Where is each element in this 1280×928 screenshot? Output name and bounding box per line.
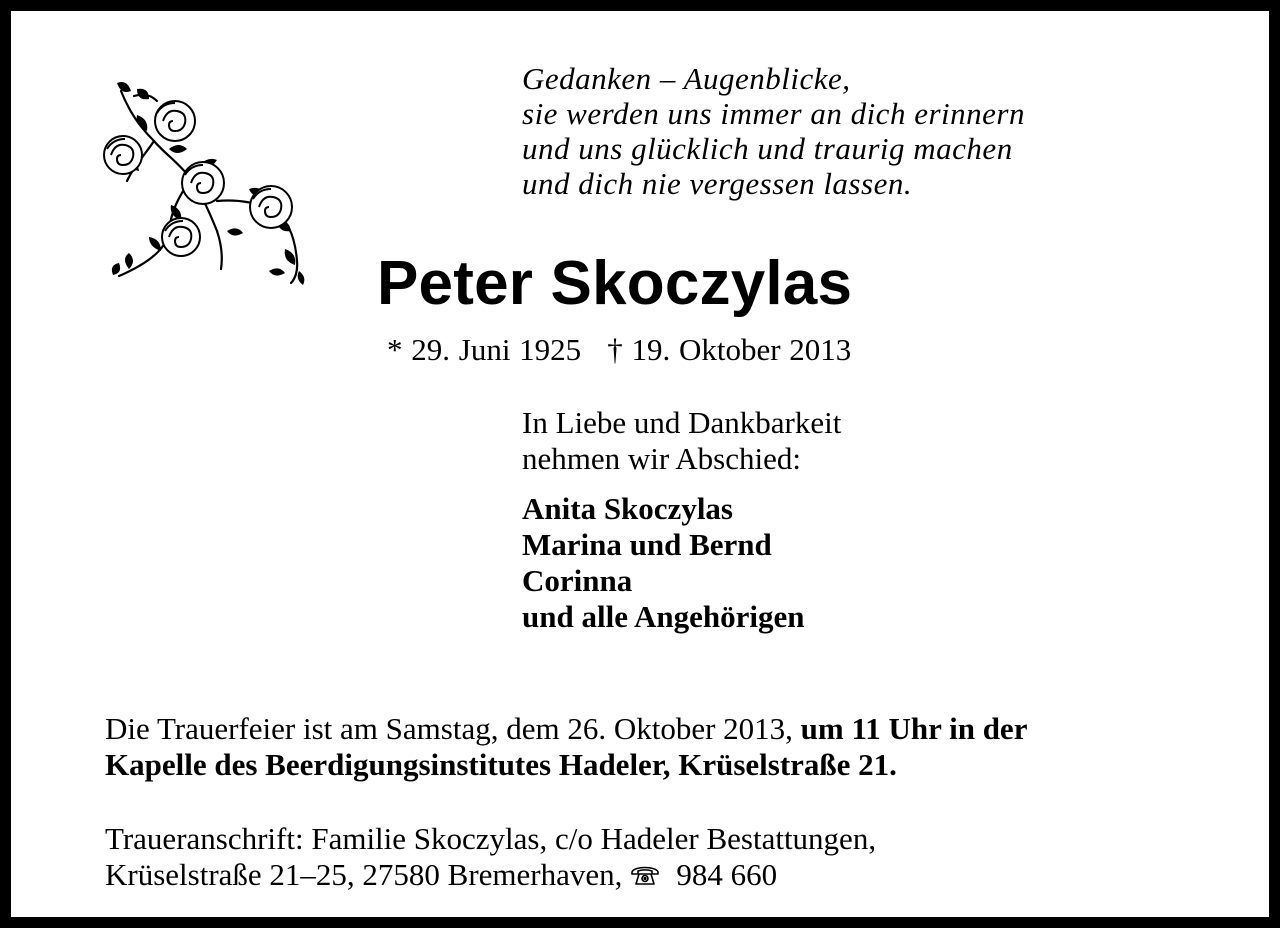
poem-line: Gedanken – Augenblicke, (522, 61, 851, 96)
death-date: † 19. Oktober 2013 (607, 332, 852, 367)
ceremony-location: Kapelle des Beerdigungsinstitutes Hadeler, Krüselstraße 21. (105, 747, 897, 782)
ceremony-line-2 (105, 747, 1027, 783)
telephone-icon (630, 863, 660, 887)
ceremony-date: Die Trauerfeier ist am Samstag, dem 26. Oktober 2013, (105, 711, 793, 746)
birth-date: * 29. Juni 1925 (387, 332, 582, 367)
life-dates (387, 332, 851, 368)
farewell-text (522, 405, 841, 477)
ceremony-line-1 (105, 711, 1027, 747)
address-line-1: Traueranschrift: Familie Skoczylas, c/o Hadeler Bestattungen, (105, 821, 877, 856)
ceremony-info (105, 711, 1027, 783)
roses-icon (99, 71, 319, 291)
address-street: Krüselstraße 21–25, 27580 Bremerhaven, (105, 857, 623, 892)
ceremony-time: um 11 Uhr in der (800, 711, 1028, 746)
mourner-name: und alle Angehörigen (522, 599, 805, 634)
mourner-name: Marina und Bernd (522, 527, 772, 562)
phone-number: 984 660 (676, 857, 778, 892)
mourner-name: Anita Skoczylas (522, 491, 733, 526)
poem-line: und dich nie vergessen lassen. (522, 166, 913, 201)
poem (522, 61, 1025, 201)
address-line-2 (105, 857, 876, 893)
mourner-name: Corinna (522, 563, 633, 598)
mourning-address (105, 821, 876, 893)
poem-line: und uns glücklich und traurig machen (522, 131, 1013, 166)
farewell-line: nehmen wir Abschied: (522, 441, 801, 476)
deceased-name: Peter Skoczylas (377, 249, 853, 318)
farewell-line: In Liebe und Dankbarkeit (522, 405, 842, 440)
mourners-list (522, 491, 805, 635)
poem-line: sie werden uns immer an dich erinnern (522, 96, 1025, 131)
